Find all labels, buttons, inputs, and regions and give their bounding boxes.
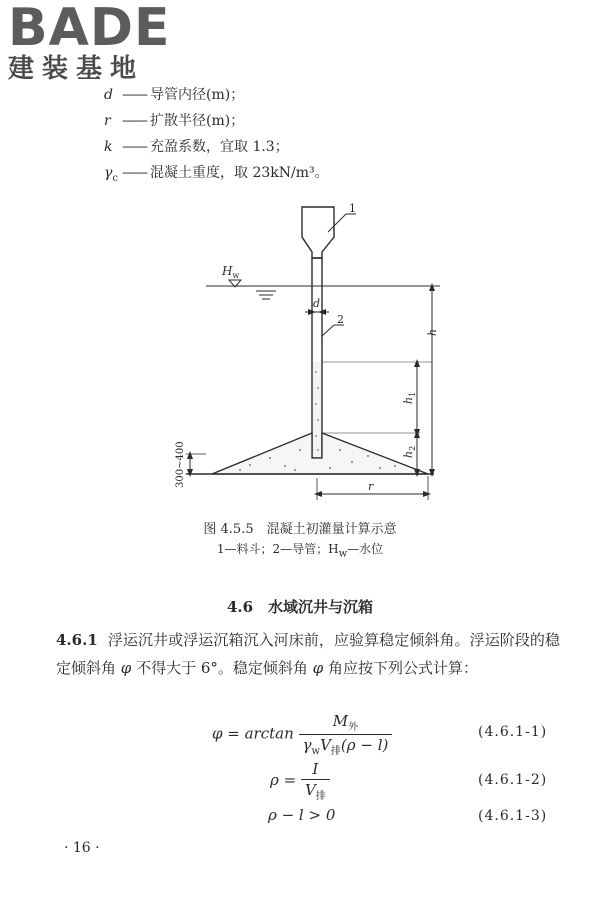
formula-4-6-1-3: ρ − l > 0 — [268, 806, 336, 824]
formula-fraction — [299, 712, 393, 757]
clause-text-part1: 浮运沉井或浮运沉箱沉入河床前，应验算稳定倾斜角。浮运阶段的稳定倾斜角 — [56, 631, 560, 677]
hopper-shape — [302, 207, 334, 258]
water-level-ticks — [256, 291, 276, 299]
formula-4-6-1-1 — [212, 712, 392, 757]
definition-text: 扩散半径(m)； — [150, 113, 245, 129]
formula-4-6-1-2 — [270, 760, 330, 802]
clause-paragraph — [56, 626, 560, 682]
formula-lhs: ρ = — [270, 771, 297, 789]
pipe-leader-line — [322, 325, 334, 336]
hopper-leader-line — [328, 214, 346, 232]
formula-lhs: φ = arctan — [212, 724, 294, 743]
formula-fraction — [301, 760, 330, 802]
d-label: d — [313, 297, 321, 310]
clause-phi-symbol: φ — [312, 659, 324, 677]
hopper-label: 1 — [349, 202, 356, 215]
definition-symbol: $\gamma_c$ — [104, 165, 118, 184]
formula-numerator: I — [301, 760, 330, 780]
pipe-label: 2 — [337, 313, 344, 326]
definition-dash: —— — [122, 113, 146, 129]
logo-main-text: BADE — [8, 0, 171, 58]
clause-text-part2: 不得大于 6°。稳定倾斜角 — [131, 659, 313, 677]
clause-number: 4.6.1 — [56, 631, 98, 649]
h2-label: $h_2$ — [402, 445, 417, 458]
definition-symbol: d — [104, 87, 113, 103]
formula-denominator: $V_排$ — [304, 781, 326, 802]
section-title: 4.6 水域沉井与沉箱 — [226, 598, 374, 616]
water-level-label: $H_w$ — [222, 264, 240, 280]
h-label: h — [426, 328, 439, 336]
clause-phi-symbol: φ — [120, 659, 132, 677]
pipe-concrete-fill — [313, 362, 321, 457]
definition-symbol: r — [104, 113, 111, 129]
equation-number: (4.6.1-1) — [478, 724, 548, 740]
r-label: r — [368, 480, 374, 493]
figure-legend: 1—料斗；2—导管；$H_w—$水位 — [216, 542, 384, 560]
equation-number: (4.6.1-3) — [478, 808, 548, 824]
page-number: · 16 · — [64, 840, 100, 856]
definition-text: 导管内径(m)； — [150, 87, 245, 103]
formula-denominator: $\gamma_wV_排(\rho - l)$ — [302, 736, 389, 757]
definition-dash: —— — [122, 165, 146, 181]
formula-numerator: $M_外$ — [299, 712, 393, 735]
definition-symbol: k — [104, 139, 113, 155]
base-range-label: 300~400 — [175, 441, 186, 488]
definition-dash: —— — [122, 87, 146, 103]
definition-dash: —— — [122, 139, 146, 155]
figure-caption: 图 4.5.5 混凝土初灌量计算示意 — [203, 522, 397, 537]
equation-number: (4.6.1-2) — [478, 772, 548, 788]
clause-text-part3: 角应按下列公式计算： — [323, 659, 478, 677]
logo-sub-text: 建装基地 — [8, 54, 145, 84]
h1-label: $h_1$ — [402, 391, 417, 404]
definition-text: 充盈系数，宜取 1.3； — [150, 139, 289, 155]
definition-text: 混凝土重度，取 23kN/m³。 — [150, 165, 329, 181]
